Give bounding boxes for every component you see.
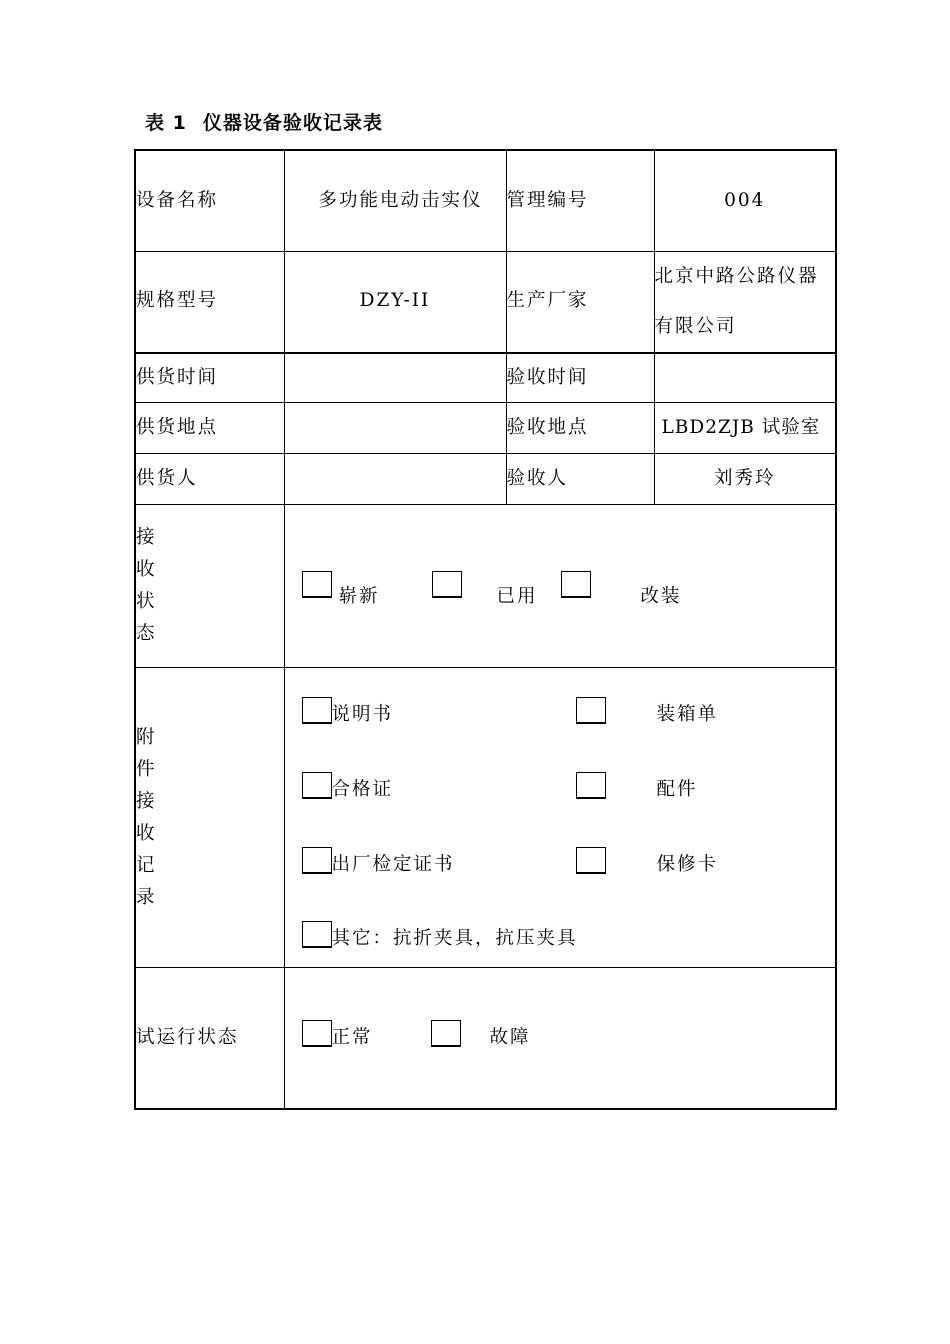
parts-label: 配件 xyxy=(656,778,698,800)
acceptance-time-value[interactable] xyxy=(654,353,836,403)
supply-place-value[interactable] xyxy=(284,403,506,454)
packing-list-checkbox[interactable] xyxy=(576,697,606,724)
supplier-label: 供货人 xyxy=(135,454,284,505)
attachments-label: 附 件 接 收 记 录 xyxy=(135,668,284,968)
table-row xyxy=(135,505,836,668)
manual-checkbox[interactable] xyxy=(302,697,332,724)
packing-list-option[interactable] xyxy=(576,697,606,727)
parts-option[interactable] xyxy=(576,772,606,802)
calibration-label: 出厂检定证书 xyxy=(331,853,455,875)
certificate-checkbox[interactable] xyxy=(302,772,332,799)
management-number-label: 管理编号 xyxy=(506,150,654,251)
table-number: 表 1 xyxy=(145,112,187,134)
table-row xyxy=(135,150,836,251)
table-row xyxy=(135,668,836,968)
acceptance-place-label: 验收地点 xyxy=(506,403,654,454)
used-option[interactable] xyxy=(432,571,462,601)
normal-option[interactable] xyxy=(302,1020,332,1050)
modified-option[interactable] xyxy=(561,571,591,601)
other-option[interactable] xyxy=(302,921,332,951)
manual-label: 说明书 xyxy=(331,703,394,725)
device-name-label: 设备名称 xyxy=(135,150,284,251)
table-row xyxy=(135,353,836,403)
parts-checkbox[interactable] xyxy=(576,772,606,799)
other-checkbox[interactable] xyxy=(302,921,332,948)
acceptance-time-label: 验收时间 xyxy=(506,353,654,403)
manual-option[interactable] xyxy=(302,697,332,727)
used-checkbox[interactable] xyxy=(432,571,462,598)
normal-label: 正常 xyxy=(331,1027,373,1049)
calibration-option[interactable] xyxy=(302,847,332,877)
warranty-option[interactable] xyxy=(576,847,606,877)
supply-time-label: 供货时间 xyxy=(135,353,284,403)
trial-run-options xyxy=(284,968,836,1109)
manufacturer-value: 北京中路公路仪器有限公司 xyxy=(654,251,836,353)
other-label: 其它：抗折夹具，抗压夹具 xyxy=(331,927,578,949)
normal-checkbox[interactable] xyxy=(302,1020,332,1047)
table-row xyxy=(135,454,836,505)
acceptance-record-table xyxy=(134,149,837,1110)
trial-run-label: 试运行状态 xyxy=(135,968,284,1109)
certificate-option[interactable] xyxy=(302,772,332,802)
manufacturer-label: 生产厂家 xyxy=(506,251,654,353)
acceptance-place-value: LBD2ZJB 试验室 xyxy=(654,403,836,454)
management-number-value: 004 xyxy=(654,150,836,251)
fault-option[interactable] xyxy=(431,1020,461,1050)
new-checkbox[interactable] xyxy=(302,571,332,598)
fault-label: 故障 xyxy=(489,1027,531,1049)
receive-status-options xyxy=(284,505,836,668)
supply-place-label: 供货地点 xyxy=(135,403,284,454)
receiver-label: 验收人 xyxy=(506,454,654,505)
new-option-label: 崭新 xyxy=(338,585,380,607)
modified-option-label: 改装 xyxy=(640,585,682,607)
packing-list-label: 装箱单 xyxy=(656,703,719,725)
supplier-value[interactable] xyxy=(284,454,506,505)
modified-checkbox[interactable] xyxy=(561,571,591,598)
device-name-value: 多功能电动击实仪 xyxy=(284,150,506,251)
warranty-label: 保修卡 xyxy=(656,853,719,875)
supply-time-value[interactable] xyxy=(284,353,506,403)
fault-checkbox[interactable] xyxy=(431,1020,461,1047)
receiver-value: 刘秀玲 xyxy=(654,454,836,505)
calibration-checkbox[interactable] xyxy=(302,847,332,874)
table-title xyxy=(145,108,383,135)
table-row xyxy=(135,403,836,454)
new-option[interactable] xyxy=(302,571,332,601)
attachments-options xyxy=(284,668,836,968)
model-value: DZY-II xyxy=(284,251,506,353)
table-row xyxy=(135,968,836,1109)
model-label: 规格型号 xyxy=(135,251,284,353)
used-option-label: 已用 xyxy=(496,585,538,607)
warranty-checkbox[interactable] xyxy=(576,847,606,874)
table-title-text: 仪器设备验收记录表 xyxy=(202,112,383,134)
certificate-label: 合格证 xyxy=(331,778,394,800)
table-row xyxy=(135,251,836,353)
receive-status-label: 接 收 状 态 xyxy=(135,505,284,668)
